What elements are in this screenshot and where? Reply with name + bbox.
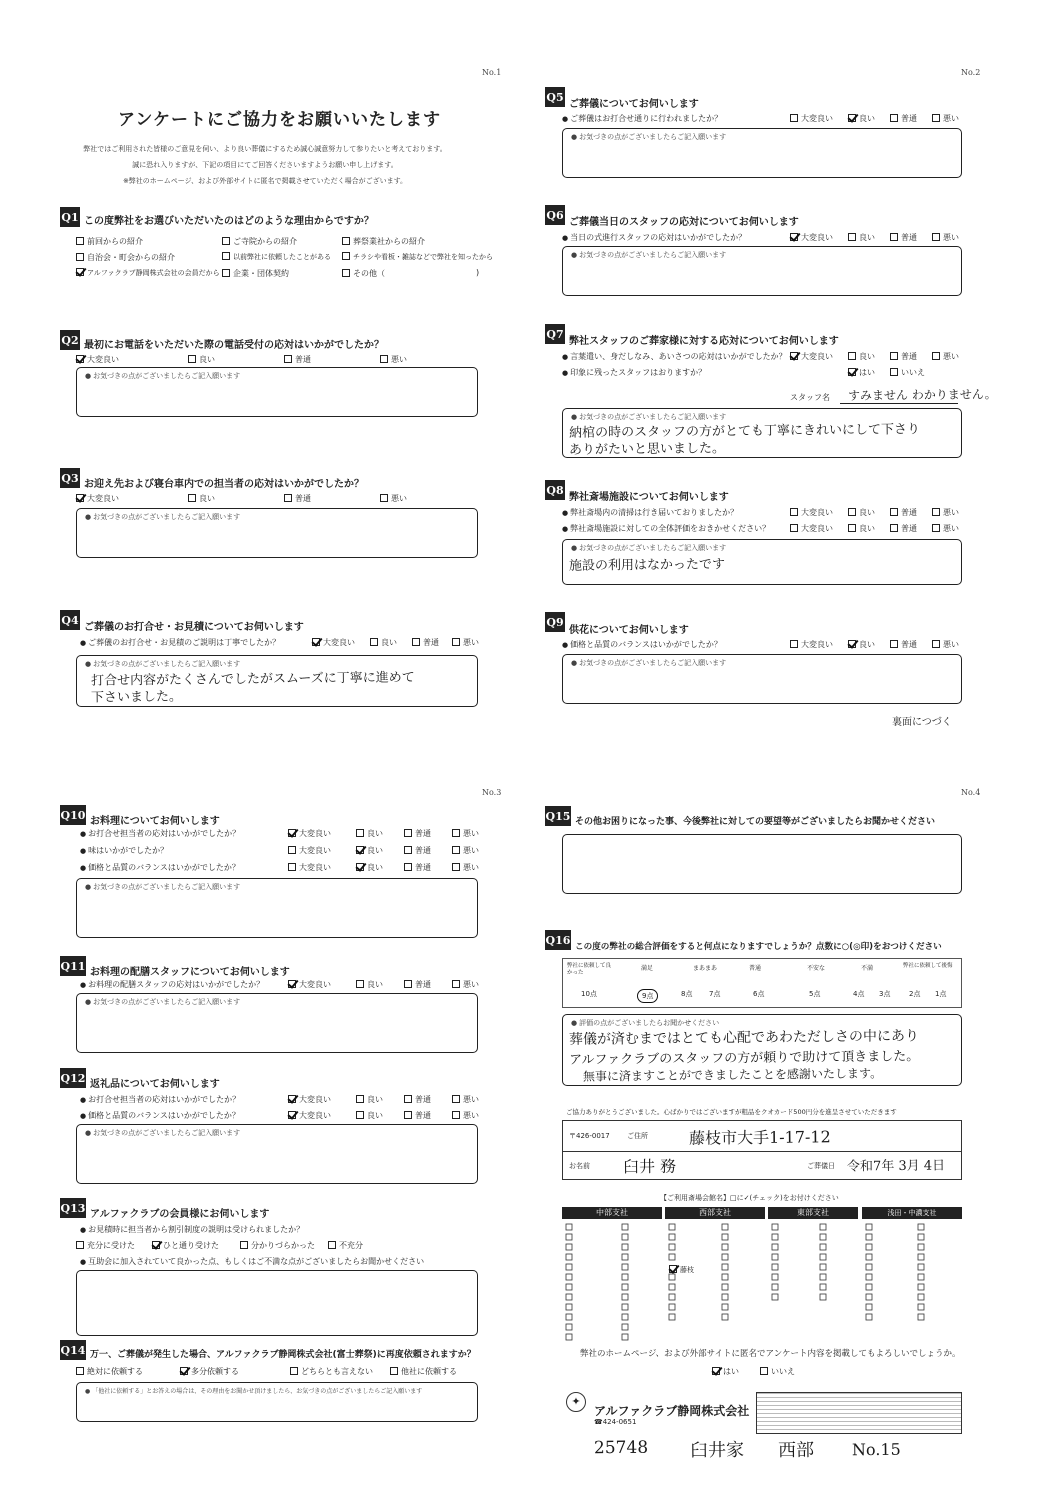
branch-checkbox xyxy=(566,1234,572,1240)
q4-title: ご葬儀のお打合せ・お見積についてお伺いします xyxy=(84,622,304,633)
q4-badge: Q4 xyxy=(60,610,80,630)
branch-checkbox xyxy=(622,1244,628,1250)
branches-header: 【ご利用斎場会館名】□に✓(チェック)をお付けください xyxy=(660,1194,839,1202)
branch-checkbox xyxy=(866,1234,872,1240)
branch-checkbox xyxy=(772,1254,778,1260)
q10-a-option-4[interactable]: 悪い xyxy=(452,828,479,839)
branch-checkbox xyxy=(566,1314,572,1320)
branch-checkbox xyxy=(566,1304,572,1310)
footer-family: 臼井家 xyxy=(689,1439,745,1462)
branch-checkbox xyxy=(918,1234,924,1240)
q14-option-3[interactable]: どちらとも言えない xyxy=(290,1366,373,1377)
q3-option-1[interactable]: 大変良い xyxy=(76,493,119,504)
q5-option-2[interactable]: 良い xyxy=(848,113,875,124)
q1-option-4[interactable]: 自治会・町会からの紹介 xyxy=(76,252,175,263)
q7-handwriting-2: ありがたいと思いました。 xyxy=(568,441,726,458)
q10-b-option-1[interactable]: 大変良い xyxy=(288,845,331,856)
branch-checkbox xyxy=(622,1314,628,1320)
q12-b-option-1[interactable]: 大変良い xyxy=(288,1110,331,1121)
q12-a-option-4[interactable]: 悪い xyxy=(452,1094,479,1105)
q9-sub: ● 価格と品質のバランスはいかがでしたか？ xyxy=(562,639,722,650)
q1-option-1[interactable]: 前回からの紹介 xyxy=(76,236,143,247)
branch-checkbox xyxy=(866,1284,872,1290)
q5-option-1[interactable]: 大変良い xyxy=(790,113,833,124)
q10-c-option-4[interactable]: 悪い xyxy=(452,862,479,873)
q8-b-option-3[interactable]: 普通 xyxy=(890,523,917,534)
footer-number: No.15 xyxy=(851,1439,901,1460)
q1-option-9-close: ) xyxy=(476,268,480,277)
q12-b-option-4[interactable]: 悪い xyxy=(452,1110,479,1121)
branch-checkbox xyxy=(918,1224,924,1230)
q9-option-1[interactable]: 大変良い xyxy=(790,639,833,650)
q15-badge: Q15 xyxy=(545,806,571,826)
q9-comment-box[interactable]: ● お気づきの点がございましたらご記入願います xyxy=(562,654,962,704)
address-handwriting: 藤枝市大手1-17-12 xyxy=(688,1127,831,1148)
page-number-3: No.3 xyxy=(482,788,502,797)
branch-checkbox xyxy=(566,1254,572,1260)
q11-option-4[interactable]: 悪い xyxy=(452,979,479,990)
q16-point-8[interactable]: 8点 xyxy=(681,990,693,998)
footer-id: 25748 xyxy=(593,1437,649,1459)
q4-option-1[interactable]: 大変良い xyxy=(312,637,355,648)
branch-checkbox xyxy=(772,1244,778,1250)
q3-option-2[interactable]: 良い xyxy=(188,493,215,504)
q13-option-2[interactable]: ひと通り受けた xyxy=(152,1240,219,1251)
q6-option-4[interactable]: 悪い xyxy=(932,232,959,243)
q14-badge: Q14 xyxy=(60,1340,86,1360)
survey-title: アンケートにご協力をお願いいたします xyxy=(118,110,441,130)
q13-title: アルファクラブの会員様にお伺いします xyxy=(90,1209,270,1220)
q10-c-option-1[interactable]: 大変良い xyxy=(288,862,331,873)
branch-checkbox xyxy=(918,1244,924,1250)
q1-badge: Q1 xyxy=(60,207,80,227)
q10-sub-1: ● お打合せ担当者の応対はいかがでしたか？ xyxy=(80,828,240,839)
q13-option-4[interactable]: 不充分 xyxy=(328,1240,363,1251)
q16-title: この度の弊社の総合評価をすると何点になりますでしょうか？点数に○(◎印)をおつけください xyxy=(575,942,942,952)
q5-sub: ● ご葬儀はお打合せ通りに行われましたか？ xyxy=(562,113,722,124)
q6-option-2[interactable]: 良い xyxy=(848,232,875,243)
branch-checkbox xyxy=(722,1224,728,1230)
q12-b-option-3[interactable]: 普通 xyxy=(404,1110,431,1121)
q16-point-7[interactable]: 7点 xyxy=(709,990,721,998)
footer-region: 西部 xyxy=(777,1439,815,1462)
branch-checkbox xyxy=(622,1224,628,1230)
q2-option-4[interactable]: 悪い xyxy=(380,354,407,365)
q16-scale: 弊社に依頼して良かった 満足 まあまあ 普通 不安な 不満 弊社に依頼して後悔 10点 9点 8点 7点 6点 5点 4点 3点 2点 1点 xyxy=(562,958,962,1008)
q16-point-4[interactable]: 4点 xyxy=(853,990,865,998)
q10-b-option-4[interactable]: 悪い xyxy=(452,845,479,856)
q7-staff-handwriting: すみません わかりません。 xyxy=(847,387,997,403)
q13-badge: Q13 xyxy=(60,1198,86,1218)
branch-central: 中部支社 xyxy=(562,1207,662,1341)
q7-sub-2: ● 印象に残ったスタッフはおりますか？ xyxy=(562,367,706,378)
q7-option-1[interactable]: 大変良い xyxy=(790,351,833,362)
q10-comment-box[interactable]: ● お気づきの点がございましたらご記入願います xyxy=(76,878,478,938)
q9-option-4[interactable]: 悪い xyxy=(932,639,959,650)
q4-option-4[interactable]: 悪い xyxy=(452,637,479,648)
branch-checkbox xyxy=(772,1264,778,1270)
q6-option-3[interactable]: 普通 xyxy=(890,232,917,243)
q11-option-2[interactable]: 良い xyxy=(356,979,383,990)
page-number-1: No.1 xyxy=(482,68,502,77)
branch-west: 西部支社 藤枝 xyxy=(665,1207,765,1341)
q13-comment-box[interactable] xyxy=(76,1270,478,1336)
q6-comment-box[interactable]: ● お気づきの点がございましたらご記入願います xyxy=(562,246,962,296)
branch-checkbox xyxy=(820,1294,826,1300)
branch-checkbox xyxy=(918,1314,924,1320)
q13-option-1[interactable]: 充分に受けた xyxy=(76,1240,135,1251)
q4-option-2[interactable]: 良い xyxy=(370,637,397,648)
branch-checkbox xyxy=(622,1274,628,1280)
branch-checkbox xyxy=(669,1284,675,1290)
survey-intro: 弊社ではご利用された皆様のご意見を伺い、より良い葬儀にするため誠心誠意努力して参りたいと考えております。 誠に恐れ入りますが、下記の項目にてご回答くださいますようお願い申し上げます。 ※弊社のホームページ、および外部サイトに匿名で掲載させていただく場合がございます。 xyxy=(83,145,447,185)
q16-handwriting-3: 無事に済ますことができましたことを感謝いたします。 xyxy=(582,1066,883,1084)
branch-checkbox xyxy=(669,1294,675,1300)
q14-title: 万一、ご葬儀が発生した場合、アルファクラブ静岡株式会社(富士葬祭)に再度依頼されますか？ xyxy=(90,1350,476,1360)
q5-badge: Q5 xyxy=(545,87,565,107)
branch-checkbox xyxy=(722,1294,728,1300)
q7-staff-label: スタッフ名 xyxy=(790,393,830,402)
branch-checkbox-grid xyxy=(562,1222,962,1342)
branch-checkbox xyxy=(820,1274,826,1280)
q9-option-2[interactable]: 良い xyxy=(848,639,875,650)
q3-comment-box[interactable]: ● お気づきの点がございましたらご記入願います xyxy=(76,508,478,558)
q7-option-4[interactable]: 悪い xyxy=(932,351,959,362)
company-tel: ☎424-0651 xyxy=(594,1418,637,1426)
q2-option-2[interactable]: 良い xyxy=(188,354,215,365)
q6-badge: Q6 xyxy=(545,205,565,225)
branch-fujieda-checkbox[interactable]: 藤枝 xyxy=(669,1265,694,1275)
q8-b-option-2[interactable]: 良い xyxy=(848,523,875,534)
branch-checkbox xyxy=(669,1224,675,1230)
q8-handwriting: 施設の利用はなかったです xyxy=(568,557,726,574)
q10-sub-2: ● 味はいかがでしたか？ xyxy=(80,845,168,856)
q9-title: 供花についてお伺いします xyxy=(569,625,689,636)
q10-c-option-3[interactable]: 普通 xyxy=(404,862,431,873)
q7-sub-1: ● 言葉遣い、身だしなみ、あいさつの応対はいかがでしたか？ xyxy=(562,351,787,362)
continue-on-back: 裏面につづく xyxy=(892,717,952,728)
q8-a-option-4[interactable]: 悪い xyxy=(932,507,959,518)
q5-option-3[interactable]: 普通 xyxy=(890,113,917,124)
q7-comment-box[interactable]: ● お気づきの点がございましたらご記入願います 納棺の時のスタッフの方がとても丁寧にきれいにして下さり ありがたいと思いました。 xyxy=(562,408,962,458)
branch-checkbox xyxy=(566,1264,572,1270)
branch-east: 東部支社 xyxy=(768,1207,858,1341)
branch-checkbox xyxy=(722,1314,728,1320)
q10-badge: Q10 xyxy=(60,805,86,825)
company-name: アルファクラブ静岡株式会社 xyxy=(594,1404,750,1418)
branch-checkbox xyxy=(820,1254,826,1260)
branch-checkbox xyxy=(622,1234,628,1240)
q14-option-4[interactable]: 他社に依頼する xyxy=(390,1366,457,1377)
q16-point-2[interactable]: 2点 xyxy=(909,990,921,998)
page-number-4: No.4 xyxy=(961,788,981,797)
q8-comment-box[interactable]: ● お気づきの点がございましたらご記入願います 施設の利用はなかったです xyxy=(562,539,962,585)
q9-option-3[interactable]: 普通 xyxy=(890,639,917,650)
q13-option-3[interactable]: 分かりづらかった xyxy=(240,1240,315,1251)
branch-checkbox xyxy=(669,1254,675,1260)
branch-checkbox xyxy=(566,1274,572,1280)
branch-checkbox xyxy=(918,1274,924,1280)
q1-option-5[interactable]: 以前弊社に依頼したことがある xyxy=(222,252,331,262)
branch-checkbox xyxy=(722,1284,728,1290)
q6-option-1[interactable]: 大変良い xyxy=(790,232,833,243)
branch-checkbox xyxy=(622,1284,628,1290)
q4-handwriting-1: 打合せ内容がたくさんでしたがスムーズに丁寧に進めて xyxy=(90,670,415,689)
q1-title: この度弊社をお選びいただいたのはどのような理由からですか？ xyxy=(84,216,374,227)
q1-option-2[interactable]: ご寺院からの紹介 xyxy=(222,236,297,247)
q11-option-1[interactable]: 大変良い xyxy=(288,979,331,990)
q12-sub-1: ● お打合せ担当者の応対はいかがでしたか？ xyxy=(80,1094,240,1105)
branch-izu: 浅田・中濃支社 xyxy=(862,1207,962,1341)
branch-checkbox xyxy=(669,1314,675,1320)
date-handwriting: 令和7年 3月 4日 xyxy=(846,1158,946,1175)
q7-option-2[interactable]: 良い xyxy=(848,351,875,362)
name-handwriting: 臼井 務 xyxy=(622,1156,677,1177)
branch-checkbox xyxy=(918,1294,924,1300)
contact-form: 〒426-0017 ご住所 藤枝市大手1-17-12 お名前 臼井 務 ご葬儀日 令和7年 3月 4日 xyxy=(562,1120,962,1180)
branch-checkbox xyxy=(918,1304,924,1310)
form-thanks: ご協力ありがとうございました。心ばかりではございますが粗品をクオカード500円分を進呈させていただきます xyxy=(566,1108,897,1116)
q2-comment-box[interactable]: ● お気づきの点がございましたらご記入願います xyxy=(76,367,478,417)
q7-yes[interactable]: はい xyxy=(848,367,875,378)
branch-checkbox xyxy=(772,1294,778,1300)
q12-comment-box[interactable]: ● お気づきの点がございましたらご記入願います xyxy=(76,1124,478,1184)
q6-sub: ● 当日の式進行スタッフの応対はいかがでしたか？ xyxy=(562,232,746,243)
q5-title: ご葬儀についてお伺いします xyxy=(569,99,699,110)
q3-badge: Q3 xyxy=(60,468,80,488)
branch-checkbox xyxy=(772,1234,778,1240)
company-logo-icon: ✦ xyxy=(566,1392,586,1412)
q4-comment-box[interactable]: ● お気づきの点がございましたらご記入願います 打合せ内容がたくさんでしたがスムーズに丁寧に進めて 下さいました。 xyxy=(76,655,478,707)
branch-checkbox xyxy=(566,1334,572,1340)
branch-checkbox xyxy=(622,1264,628,1270)
q11-title: お料理の配膳スタッフについてお伺いします xyxy=(90,967,290,978)
q11-badge: Q11 xyxy=(60,956,86,976)
branch-checkbox xyxy=(669,1274,675,1280)
q10-a-option-1[interactable]: 大変良い xyxy=(288,828,331,839)
branch-checkbox xyxy=(866,1264,872,1270)
q4-sub: ● ご葬儀のお打合せ・お見積のご説明は丁寧でしたか？ xyxy=(80,637,280,648)
branch-checkbox xyxy=(866,1294,872,1300)
q7-handwriting-1: 納棺の時のスタッフの方がとても丁寧にきれいにして下さり xyxy=(568,422,921,441)
q10-b-option-3[interactable]: 普通 xyxy=(404,845,431,856)
branch-checkbox xyxy=(772,1274,778,1280)
branch-checkbox xyxy=(622,1294,628,1300)
branch-checkbox xyxy=(566,1224,572,1230)
q8-sub-2: ● 弊社斎場施設に対しての全体評価をおきかせください？ xyxy=(562,523,770,534)
q5-option-4[interactable]: 悪い xyxy=(932,113,959,124)
q3-option-3[interactable]: 普通 xyxy=(284,493,311,504)
q3-option-4[interactable]: 悪い xyxy=(380,493,407,504)
q16-point-5[interactable]: 5点 xyxy=(809,990,821,998)
q8-title: 弊社斎場施設についてお伺いします xyxy=(569,492,729,503)
consent-yes[interactable]: はい xyxy=(712,1366,739,1377)
consent-no[interactable]: いいえ xyxy=(760,1366,795,1377)
q16-point-9[interactable]: 9点 xyxy=(637,989,658,1003)
branch-checkbox xyxy=(866,1224,872,1230)
q12-sub-2: ● 価格と品質のバランスはいかがでしたか？ xyxy=(80,1110,240,1121)
q1-option-7[interactable]: アルファクラブ静岡株式会社の会員だから xyxy=(76,268,220,278)
branch-checkbox xyxy=(669,1234,675,1240)
q12-b-option-2[interactable]: 良い xyxy=(356,1110,383,1121)
q7-no[interactable]: いいえ xyxy=(890,367,925,378)
branch-checkbox xyxy=(772,1284,778,1290)
branch-checkbox xyxy=(722,1304,728,1310)
q16-point-6[interactable]: 6点 xyxy=(753,990,765,998)
q1-option-9[interactable]: その他（ xyxy=(342,268,385,279)
branch-checkbox xyxy=(722,1254,728,1260)
branch-checkbox xyxy=(866,1314,872,1320)
branch-checkbox xyxy=(918,1264,924,1270)
q1-option-6[interactable]: チラシや看板・雑誌などで弊社を知ったから xyxy=(342,252,493,262)
company-notice xyxy=(756,1392,962,1434)
q8-b-option-4[interactable]: 悪い xyxy=(932,523,959,534)
q12-a-option-2[interactable]: 良い xyxy=(356,1094,383,1105)
q15-title: その他お困りになった事、今後弊社に対しての要望等がございましたらお聞かせください xyxy=(575,817,936,827)
q14-option-2[interactable]: 多分依頼する xyxy=(180,1366,239,1377)
q16-point-3[interactable]: 3点 xyxy=(879,990,891,998)
q5-comment-box[interactable]: ● お気づきの点がございましたらご記入願います xyxy=(562,128,962,178)
q10-c-option-2[interactable]: 良い xyxy=(356,862,383,873)
q10-title: お料理についてお伺いします xyxy=(90,816,220,827)
q12-badge: Q12 xyxy=(60,1068,86,1088)
q16-comment-box[interactable]: ● 評価の点がございましたらお聞かせください 葬儀が済むまではとても心配であわただしさの中にあり アルファクラブのスタッフの方が頼りで助けて頂きました。 無事に済ますことができましたことを感謝いたします。 xyxy=(562,1014,962,1086)
q8-a-option-1[interactable]: 大変良い xyxy=(790,507,833,518)
branch-checkbox xyxy=(722,1234,728,1240)
q15-comment-box[interactable] xyxy=(562,834,962,894)
q10-a-option-2[interactable]: 良い xyxy=(356,828,383,839)
branch-checkbox xyxy=(566,1244,572,1250)
q2-option-3[interactable]: 普通 xyxy=(284,354,311,365)
branch-checkbox xyxy=(622,1334,628,1340)
q12-title: 返礼品についてお伺いします xyxy=(90,1079,220,1090)
q8-a-option-3[interactable]: 普通 xyxy=(890,507,917,518)
q2-option-1[interactable]: 大変良い xyxy=(76,354,119,365)
q11-option-3[interactable]: 普通 xyxy=(404,979,431,990)
q8-sub-1: ● 弊社斎場内の清掃は行き届いておりましたか？ xyxy=(562,507,738,518)
q16-point-1[interactable]: 1点 xyxy=(935,990,947,998)
q4-handwriting-2: 下さいました。 xyxy=(90,689,183,706)
branch-checkbox xyxy=(566,1284,572,1290)
q2-title: 最初にお電話をいただいた際の電話受付の応対はいかがでしたか？ xyxy=(84,340,384,351)
branch-checkbox xyxy=(866,1304,872,1310)
q3-title: お迎え先および寝台車内での担当者の応対はいかがでしたか？ xyxy=(84,479,364,490)
q12-a-option-1[interactable]: 大変良い xyxy=(288,1094,331,1105)
q7-staff-underline xyxy=(840,403,958,404)
q4-option-3[interactable]: 普通 xyxy=(412,637,439,648)
q8-badge: Q8 xyxy=(545,480,565,500)
branch-checkbox xyxy=(622,1324,628,1330)
q14-option-1[interactable]: 絶対に依頼する xyxy=(76,1366,143,1377)
q12-a-option-3[interactable]: 普通 xyxy=(404,1094,431,1105)
q11-sub: ● お料理の配膳スタッフの応対はいかがでしたか？ xyxy=(80,979,264,990)
branch-checkbox xyxy=(820,1264,826,1270)
q13-sub: ● お見積時に担当者から割引制度の説明は受けられましたか？ xyxy=(80,1224,304,1235)
branch-checkbox xyxy=(722,1264,728,1270)
q10-b-option-2[interactable]: 良い xyxy=(356,845,383,856)
q13-sub-2: ● 互助会に加入されていて良かった点、もしくはご不満な点がございましたらお聞かせください xyxy=(80,1256,424,1267)
branch-checkbox xyxy=(566,1294,572,1300)
q6-title: ご葬儀当日のスタッフの応対についてお伺いします xyxy=(569,217,799,228)
q16-handwriting-1: 葬儀が済むまではとても心配であわただしさの中にあり xyxy=(568,1028,920,1048)
q8-b-option-1[interactable]: 大変良い xyxy=(790,523,833,534)
q16-point-10[interactable]: 10点 xyxy=(581,990,597,998)
q10-sub-3: ● 価格と品質のバランスはいかがでしたか？ xyxy=(80,862,240,873)
branch-checkbox xyxy=(820,1284,826,1290)
q7-title: 弊社スタッフのご葬家様に対する応対についてお伺いします xyxy=(569,336,839,347)
consent-text: 弊社のホームページ、および外部サイトに匿名でアンケート内容を掲載してもよろしいでしょうか。 xyxy=(580,1349,961,1359)
branch-checkbox xyxy=(918,1284,924,1290)
branch-checkbox xyxy=(820,1244,826,1250)
branch-checkbox xyxy=(566,1324,572,1330)
branch-checkbox xyxy=(722,1244,728,1250)
branch-checkbox xyxy=(669,1304,675,1310)
branch-checkbox xyxy=(820,1224,826,1230)
q10-a-option-3[interactable]: 普通 xyxy=(404,828,431,839)
branch-checkbox xyxy=(669,1244,675,1250)
q16-badge: Q16 xyxy=(545,930,571,950)
q11-comment-box[interactable]: ● お気づきの点がございましたらご記入願います xyxy=(76,993,478,1053)
q7-option-3[interactable]: 普通 xyxy=(890,351,917,362)
branch-checkbox xyxy=(622,1254,628,1260)
branch-checkbox xyxy=(918,1254,924,1260)
branch-checkbox xyxy=(772,1224,778,1230)
q9-badge: Q9 xyxy=(545,612,565,632)
q14-comment-box[interactable]: ● 「他社に依頼する」とお答えの場合は、その理由をお聞かせ頂けましたら、お気づきの点がございましたらご記入願います xyxy=(76,1382,478,1422)
q8-a-option-2[interactable]: 良い xyxy=(848,507,875,518)
branch-checkbox xyxy=(622,1304,628,1310)
page-number-2: No.2 xyxy=(961,68,981,77)
branch-checkbox xyxy=(820,1234,826,1240)
branch-checkbox xyxy=(866,1254,872,1260)
q1-option-8[interactable]: 企業・団体契約 xyxy=(222,268,289,279)
q1-option-3[interactable]: 葬祭業社からの紹介 xyxy=(342,236,425,247)
q2-badge: Q2 xyxy=(60,330,80,350)
q16-handwriting-2: アルファクラブのスタッフの方が頼りで助けて頂きました。 xyxy=(568,1049,920,1068)
q7-badge: Q7 xyxy=(545,324,565,344)
branch-checkbox xyxy=(722,1274,728,1280)
branch-checkbox xyxy=(866,1274,872,1280)
branch-checkbox xyxy=(866,1244,872,1250)
